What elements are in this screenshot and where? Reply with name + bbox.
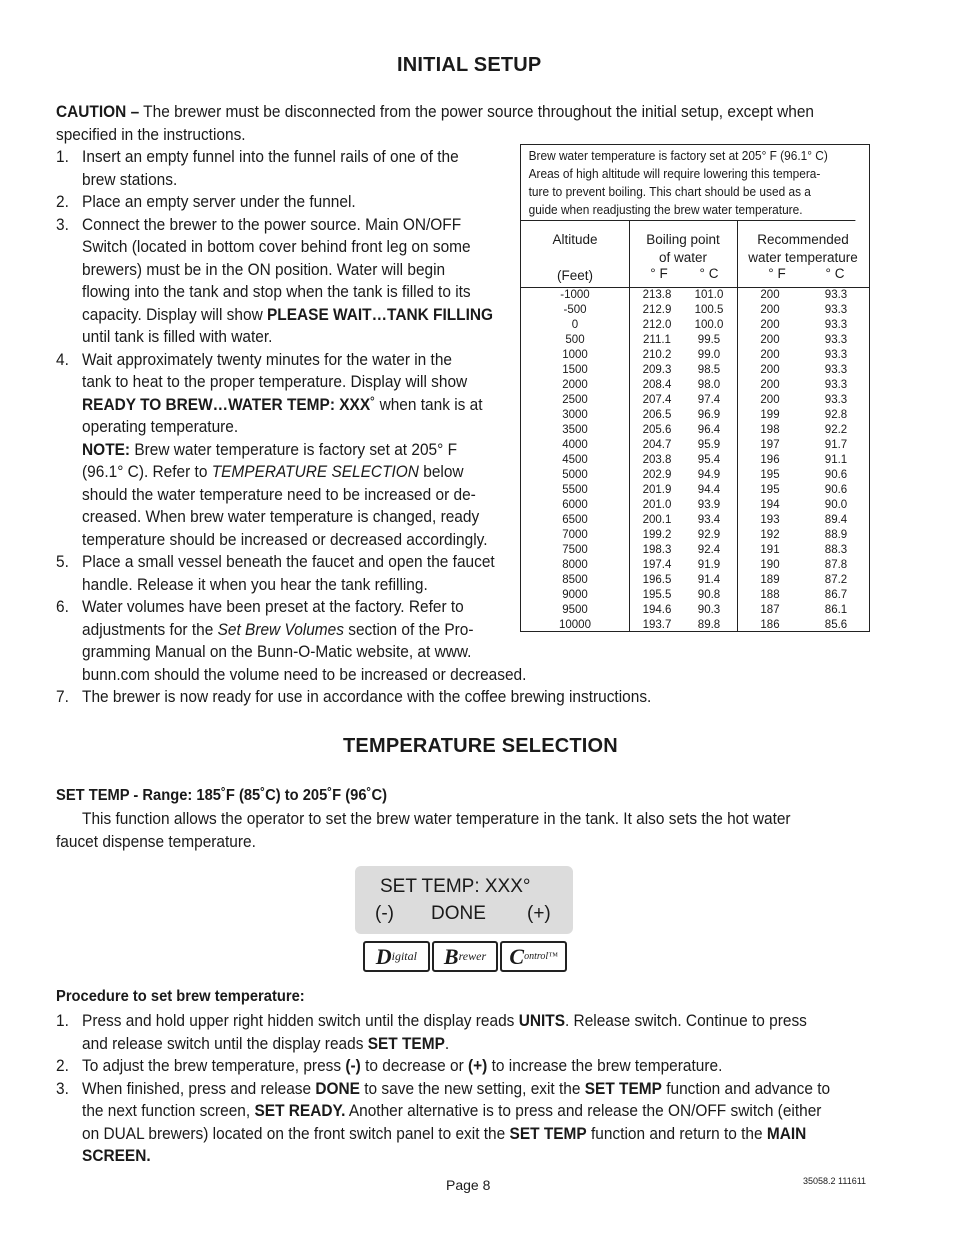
table-cell: 203.8	[642, 454, 672, 466]
minus-button[interactable]: (-)	[375, 903, 394, 924]
digital-brewer-control-logo	[363, 941, 567, 972]
table-cell: 95.4	[697, 454, 721, 466]
table-row	[521, 423, 869, 438]
table-cell: 92.2	[824, 424, 848, 436]
table-cell: 186	[760, 619, 780, 631]
list-item: 1. Press and hold upper right hidden switch until the display reads UNITS. Release switch. Continue to press and release switch until the display reads SET TEMP.	[56, 1011, 807, 1053]
table-cell: 194.6	[642, 604, 672, 616]
table-cell: 205.6	[642, 424, 672, 436]
logo-control: C ontrol™	[500, 941, 567, 972]
table-cell: 6500	[562, 514, 588, 526]
table-cell: 90.6	[824, 484, 848, 496]
table-cell: 193.7	[642, 619, 672, 631]
logo-brewer: B rewer	[432, 941, 499, 972]
table-cell: 200	[760, 379, 780, 391]
table-cell: -1000	[560, 289, 590, 301]
table-cell: 8500	[562, 574, 588, 586]
table-row	[521, 438, 869, 453]
table-row	[521, 378, 869, 393]
table-cell: 91.4	[697, 574, 721, 586]
table-cell: 198	[760, 424, 780, 436]
table-cell: 93.3	[824, 319, 848, 331]
caution-paragraph: CAUTION – The brewer must be disconnected from the power source throughout the initial setup, except when specified in the instructions.	[56, 102, 815, 144]
display-line-set-temp: SET TEMP: XXX°	[380, 876, 531, 897]
table-cell: 86.7	[824, 589, 848, 601]
list-item: 5. Place a small vessel beneath the faucet and open the faucet handle. Release it when you hear the tank refilling.	[56, 552, 495, 594]
table-cell: 92.9	[697, 529, 721, 541]
table-cell: 93.3	[824, 349, 848, 361]
table-body	[521, 288, 869, 633]
table-cell: 90.6	[824, 469, 848, 481]
table-cell: 195	[760, 484, 780, 496]
table-cell: 202.9	[642, 469, 672, 481]
procedure-steps-list	[56, 1010, 874, 1168]
table-cell: 88.3	[824, 544, 848, 556]
table-cell: 95.9	[697, 439, 721, 451]
table-cell: 96.4	[697, 424, 721, 436]
table-cell: 94.4	[697, 484, 721, 496]
table-cell: 90.0	[824, 499, 848, 511]
table-row	[521, 318, 869, 333]
table-cell: 197.4	[642, 559, 672, 571]
table-cell: 210.2	[642, 349, 672, 361]
list-item: 1. Insert an empty funnel into the funnel rails of one of the brew stations.	[56, 147, 459, 189]
list-item: 2. Place an empty server under the funnel.	[56, 192, 356, 211]
table-cell: 200	[760, 364, 780, 376]
table-row	[521, 333, 869, 348]
table-cell: 93.3	[824, 364, 848, 376]
table-row	[521, 528, 869, 543]
table-cell: 90.3	[697, 604, 721, 616]
table-cell: 2500	[562, 394, 588, 406]
list-item: 3. Connect the brewer to the power source. Main ON/OFF Switch (located in bottom cover behind front leg on some brewers) must be in the ON position. Water will begin flowing into the tank and stop when the tank is filled to its capacity. Display will show PLEASE WAIT…TANK FILLING until tank is filled with water.	[56, 214, 494, 346]
table-cell: 101.0	[694, 289, 724, 301]
table-cell: 204.7	[642, 439, 672, 451]
table-cell: 192	[760, 529, 780, 541]
table-cell: 94.9	[697, 469, 721, 481]
table-cell: 93.3	[824, 304, 848, 316]
table-cell: 195.5	[642, 589, 672, 601]
table-row	[521, 483, 869, 498]
table-cell: 196.5	[642, 574, 672, 586]
table-cell: 195	[760, 469, 780, 481]
table-cell: 92.8	[824, 409, 848, 421]
table-row	[521, 573, 869, 588]
table-row	[521, 453, 869, 468]
table-cell: 87.2	[824, 574, 848, 586]
table-cell: 211.1	[643, 334, 671, 346]
table-row	[521, 498, 869, 513]
table-cell: 86.1	[824, 604, 848, 616]
table-cell: 212.9	[642, 304, 672, 316]
table-cell: 200	[760, 304, 780, 316]
table-cell: 99.5	[697, 334, 721, 346]
section-title-initial-setup: INITIAL SETUP	[397, 54, 542, 76]
table-cell: 10000	[559, 619, 591, 631]
page-number: Page 8	[446, 1177, 491, 1193]
table-cell: 200	[760, 289, 780, 301]
plus-button[interactable]: (+)	[527, 903, 551, 924]
table-row	[521, 348, 869, 363]
table-cell: 91.9	[697, 559, 721, 571]
logo-digital: D igital	[363, 941, 430, 972]
table-cell: 213.8	[642, 289, 672, 301]
table-cell: 209.3	[642, 364, 672, 376]
table-cell: 89.4	[824, 514, 848, 526]
table-cell: 91.1	[824, 454, 848, 466]
table-cell: 200	[760, 394, 780, 406]
table-cell: 206.5	[642, 409, 672, 421]
list-item: 6. Water volumes have been preset at the factory. Refer to adjustments for the Set Brew Volumes section of the Pro- gramming Manual on the Bunn-O-Matic website, at www. bunn.com should the volume need to be increased or decreased.	[56, 597, 527, 684]
table-cell: 97.4	[697, 394, 721, 406]
table-row	[521, 588, 869, 603]
section-title-temperature-selection: TEMPERATURE SELECTION	[343, 735, 618, 757]
table-cell: 0	[571, 319, 579, 331]
set-temp-subheading: SET TEMP - Range: 185˚F (85˚C) to 205˚F (96˚C)	[56, 787, 387, 804]
table-cell: 200	[760, 349, 780, 361]
table-cell: 1000	[562, 349, 588, 361]
altitude-table	[520, 144, 870, 632]
table-cell: 208.4	[642, 379, 672, 391]
table-cell: 3000	[562, 409, 588, 421]
table-cell: 201.9	[642, 484, 672, 496]
table-cell: 93.3	[824, 289, 848, 301]
table-row	[521, 393, 869, 408]
table-row	[521, 363, 869, 378]
table-cell: 5500	[562, 484, 588, 496]
table-cell: 500	[565, 334, 585, 346]
caution-label: CAUTION –	[56, 102, 140, 121]
table-cell: 200.1	[642, 514, 672, 526]
table-cell: 85.6	[824, 619, 848, 631]
table-cell: 197	[760, 439, 780, 451]
document-code: 35058.2 111611	[803, 1176, 867, 1186]
table-cell: 91.7	[824, 439, 848, 451]
display-screen	[355, 866, 573, 934]
table-cell: -500	[563, 304, 587, 316]
table-cell: 99.0	[697, 349, 721, 361]
table-cell: 188	[760, 589, 780, 601]
list-item: 4. Wait approximately twenty minutes for the water in the tank to heat to the proper temperature. Display will show READY TO BREW…WATER TEMP: XXX˚ when tank is at operating temperature. NOTE: Brew water temperature is factory set at 205° F (96.1° C). Refer to TEMPERATURE SELECTION below should the water temperature need to be increased or de- creased. When brew water temperature is changed, ready temperature should be increased or decreased accordingly.	[56, 349, 488, 549]
table-row	[521, 618, 869, 633]
table-row	[521, 288, 869, 303]
table-row	[521, 468, 869, 483]
table-cell: 93.9	[697, 499, 721, 511]
table-cell: 7000	[562, 529, 588, 541]
table-cell: 89.8	[697, 619, 721, 631]
table-cell: 88.9	[824, 529, 848, 541]
table-cell: 189	[760, 574, 780, 586]
table-cell: 93.3	[824, 334, 848, 346]
table-cell: 9000	[562, 589, 588, 601]
table-cell: 201.0	[642, 499, 672, 511]
set-temp-description: This function allows the operator to set the brew water temperature in the tank. It also sets the hot water faucet dispense temperature.	[56, 809, 791, 851]
table-row	[521, 543, 869, 558]
table-cell: 199	[760, 409, 780, 421]
table-cell: 8000	[562, 559, 588, 571]
table-cell: 98.5	[697, 364, 721, 376]
table-row	[521, 303, 869, 318]
table-cell: 191	[760, 544, 780, 556]
list-item: 2. To adjust the brew temperature, press (-) to decrease or (+) to increase the brew temperature.	[56, 1056, 723, 1075]
table-cell: 2000	[562, 379, 588, 391]
table-cell: 96.9	[697, 409, 721, 421]
table-cell: 93.4	[697, 514, 721, 526]
table-cell: 9500	[562, 604, 588, 616]
table-cell: 92.4	[697, 544, 721, 556]
procedure-title: Procedure to set brew temperature:	[56, 988, 305, 1005]
table-cell: 199.2	[642, 529, 672, 541]
table-cell: 190	[760, 559, 780, 571]
table-cell: 207.4	[642, 394, 672, 406]
table-cell: 1500	[562, 364, 588, 376]
table-header: Altitude (Feet) Boiling point of water ° F ° C Recommended water temperature ° F ° C	[521, 221, 869, 288]
table-cell: 5000	[562, 469, 588, 481]
table-cell: 90.8	[697, 589, 721, 601]
table-row	[521, 558, 869, 573]
table-cell: 4000	[562, 439, 588, 451]
table-cell: 187	[760, 604, 780, 616]
table-cell: 100.5	[694, 304, 724, 316]
table-cell: 196	[760, 454, 780, 466]
table-row	[521, 603, 869, 618]
table-cell: 212.0	[642, 319, 672, 331]
table-row	[521, 513, 869, 528]
table-cell: 98.0	[697, 379, 721, 391]
table-cell: 6000	[562, 499, 588, 511]
table-cell: 194	[760, 499, 780, 511]
table-cell: 100.0	[694, 319, 724, 331]
table-cell: 7500	[562, 544, 588, 556]
list-item: 7. The brewer is now ready for use in accordance with the coffee brewing instructions.	[56, 687, 652, 706]
table-cell: 93.3	[824, 379, 848, 391]
table-cell: 4500	[562, 454, 588, 466]
altitude-note: Brew water temperature is factory set at 205° F (96.1° C) Areas of high altitude will require lowering this tempera- ture to prevent boiling. This chart should be used as a guide when readjusting the brew water temperature.	[521, 145, 855, 221]
table-cell: 200	[760, 334, 780, 346]
table-cell: 93.3	[824, 394, 848, 406]
table-row	[521, 408, 869, 423]
done-button[interactable]: DONE	[431, 903, 486, 924]
list-item: 3. When finished, press and release DONE to save the new setting, exit the SET TEMP function and advance to the next function screen, SET READY. Another alternative is to press and release the ON/OFF switch (either on DUAL brewers) located on the front switch panel to exit the SET TEMP function and return to the MAIN SCREEN.	[56, 1078, 831, 1165]
table-cell: 3500	[562, 424, 588, 436]
table-cell: 87.8	[824, 559, 848, 571]
table-cell: 200	[760, 319, 780, 331]
table-cell: 193	[760, 514, 780, 526]
table-cell: 198.3	[642, 544, 672, 556]
